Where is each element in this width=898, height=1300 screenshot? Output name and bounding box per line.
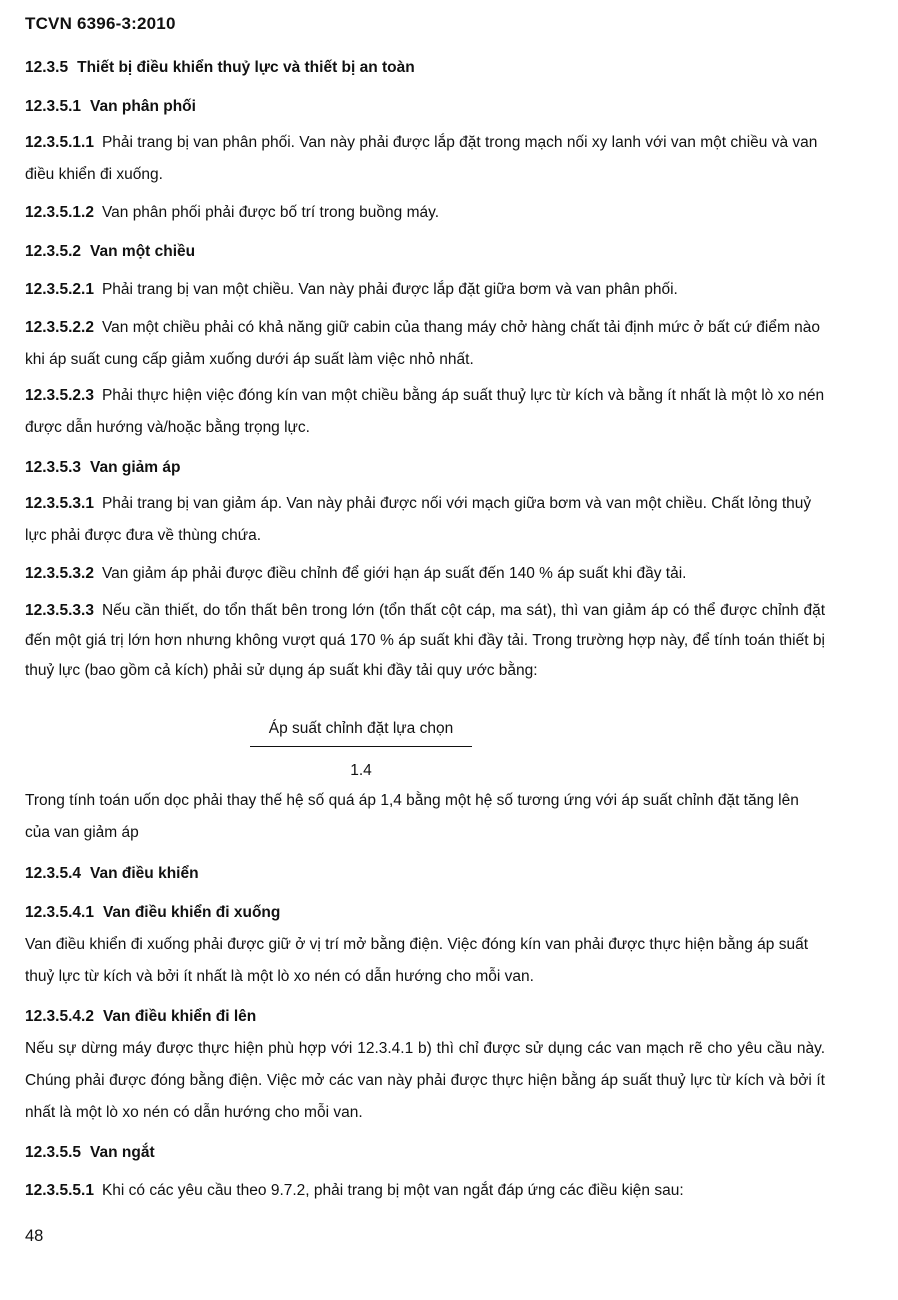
clause-number: 12.3.5.1.1 xyxy=(25,134,94,151)
clause-number: 12.3.5.3.3 xyxy=(25,602,94,619)
clause-text: Phải trang bị van phân phối. Van này phải được lắp đặt trong mạch nối xy lanh với van một chiều và van điều khiển đi xuống. xyxy=(25,134,818,183)
clause-12-3-5-3-1 xyxy=(25,488,825,552)
section-number: 12.3.5.4.1 xyxy=(25,904,94,921)
section-title: Van điều khiển đi xuống xyxy=(102,904,281,921)
clause-12-3-5-1-2 xyxy=(25,197,825,229)
pressure-formula xyxy=(250,716,472,781)
section-heading-12-3-5-3 xyxy=(25,452,825,484)
section-heading-12-3-5-1 xyxy=(25,91,825,123)
clause-number: 12.3.5.3.1 xyxy=(25,495,94,512)
clause-number: 12.3.5.2.3 xyxy=(25,387,94,404)
clause-12-3-5-3-3 xyxy=(25,596,825,686)
clause-number: 12.3.5.3.2 xyxy=(25,565,94,582)
clause-number: 12.3.5.2.1 xyxy=(25,281,94,298)
clause-text: Phải thực hiện việc đóng kín van một chiều bằng áp suất thuỷ lực từ kích và bằng ít nhất là một lò xo nén được dẫn hướng và/hoặc bằng trọng lực. xyxy=(25,387,825,436)
clause-text: Van một chiều phải có khả năng giữ cabin của thang máy chở hàng chất tải định mức ở bất cứ điểm nào khi áp suất cung cấp giảm xuống dưới áp suất làm việc nhỏ nhất. xyxy=(25,319,821,368)
clause-text: Khi có các yêu cầu theo 9.7.2, phải trang bị một van ngắt đáp ứng các điều kiện sau: xyxy=(101,1182,684,1199)
clause-text: Phải trang bị van giảm áp. Van này phải được nối với mạch giữa bơm và van một chiều. Chất lỏng thuỷ lực phải được đưa về thùng chứa. xyxy=(25,495,812,544)
buckling-paragraph xyxy=(25,785,825,849)
section-title: Van một chiều xyxy=(90,243,196,260)
paragraph-text: Trong tính toán uốn dọc phải thay thế hệ số quá áp 1,4 bằng một hệ số tương ứng với áp suất chỉnh đặt tăng lên của van giảm áp xyxy=(25,792,799,841)
clause-number: 12.3.5.1.2 xyxy=(25,204,94,221)
paragraph-text: Nếu sự dừng máy được thực hiện phù hợp với 12.3.4.1 b) thì chỉ được sử dụng các van mạch rẽ cho yêu cầu này. Chúng phải được đóng bằng điện. Việc mở các van này phải được thực hiện bằng áp suất thuỷ lực từ kích và bởi ít nhất là một lò xo nén có dẫn hướng cho mỗi van. xyxy=(25,1040,825,1121)
clause-12-3-5-2-2 xyxy=(25,312,825,376)
clause-number: 12.3.5.5.1 xyxy=(25,1182,94,1199)
section-title: Van ngắt xyxy=(90,1144,155,1161)
section-heading-12-3-5-4-2 xyxy=(25,1001,825,1033)
formula-numerator: Áp suất chỉnh đặt lựa chọn xyxy=(250,716,472,747)
page-number: 48 xyxy=(25,1227,44,1245)
clause-text: Van giảm áp phải được điều chỉnh để giới hạn áp suất đến 140 % áp suất khi đầy tải. xyxy=(101,565,687,582)
section-title: Van giảm áp xyxy=(90,459,181,476)
clause-12-3-5-2-3 xyxy=(25,380,825,444)
clause-12-3-5-3-2 xyxy=(25,558,825,590)
section-title: Thiết bị điều khiển thuỷ lực và thiết bị an toàn xyxy=(77,59,415,76)
section-heading-12-3-5-4 xyxy=(25,858,825,890)
section-title: Van phân phối xyxy=(90,98,196,115)
clause-12-3-5-4-2-text xyxy=(25,1033,825,1129)
section-number: 12.3.5.5 xyxy=(25,1144,82,1161)
section-number: 12.3.5.4 xyxy=(25,865,82,882)
document-id: TCVN 6396-3:2010 xyxy=(25,14,176,33)
clause-text: Phải trang bị van một chiều. Van này phải được lắp đặt giữa bơm và van phân phối. xyxy=(101,281,678,298)
section-heading-12-3-5 xyxy=(25,52,825,84)
clause-12-3-5-4-1-text xyxy=(25,929,825,993)
clause-text: Van phân phối phải được bố trí trong buồng máy. xyxy=(101,204,440,221)
section-title: Van điều khiển đi lên xyxy=(102,1008,257,1025)
section-number: 12.3.5.4.2 xyxy=(25,1008,94,1025)
section-number: 12.3.5.1 xyxy=(25,98,82,115)
paragraph-text: Van điều khiển đi xuống phải được giữ ở vị trí mở bằng điện. Việc đóng kín van phải được thực hiện bằng áp suất thuỷ lực từ kích và bởi ít nhất là một lò xo nén có dẫn hướng cho mỗi van. xyxy=(25,936,809,985)
section-number: 12.3.5 xyxy=(25,59,69,76)
formula-denominator: 1.4 xyxy=(350,762,372,779)
clause-12-3-5-1-1 xyxy=(25,127,825,191)
section-heading-12-3-5-2 xyxy=(25,236,825,268)
section-heading-12-3-5-5 xyxy=(25,1137,825,1169)
section-number: 12.3.5.2 xyxy=(25,243,82,260)
clause-text: Nếu cần thiết, do tổn thất bên trong lớn (tổn thất cột cáp, ma sát), thì van giảm áp có thể được chỉnh đặt đến một giá trị lớn hơn nhưng không vượt quá 170 % áp suất khi đầy tải. Trong trường hợp này, để tính toán thiết bị thuỷ lực (bao gồm cả kích) phải sử dụng áp suất khi đầy tải quy ước bằng: xyxy=(25,602,825,679)
section-number: 12.3.5.3 xyxy=(25,459,82,476)
clause-12-3-5-2-1 xyxy=(25,274,825,306)
clause-12-3-5-5-1 xyxy=(25,1175,825,1207)
clause-number: 12.3.5.2.2 xyxy=(25,319,94,336)
section-heading-12-3-5-4-1 xyxy=(25,897,825,929)
section-title: Van điều khiển xyxy=(90,865,199,882)
